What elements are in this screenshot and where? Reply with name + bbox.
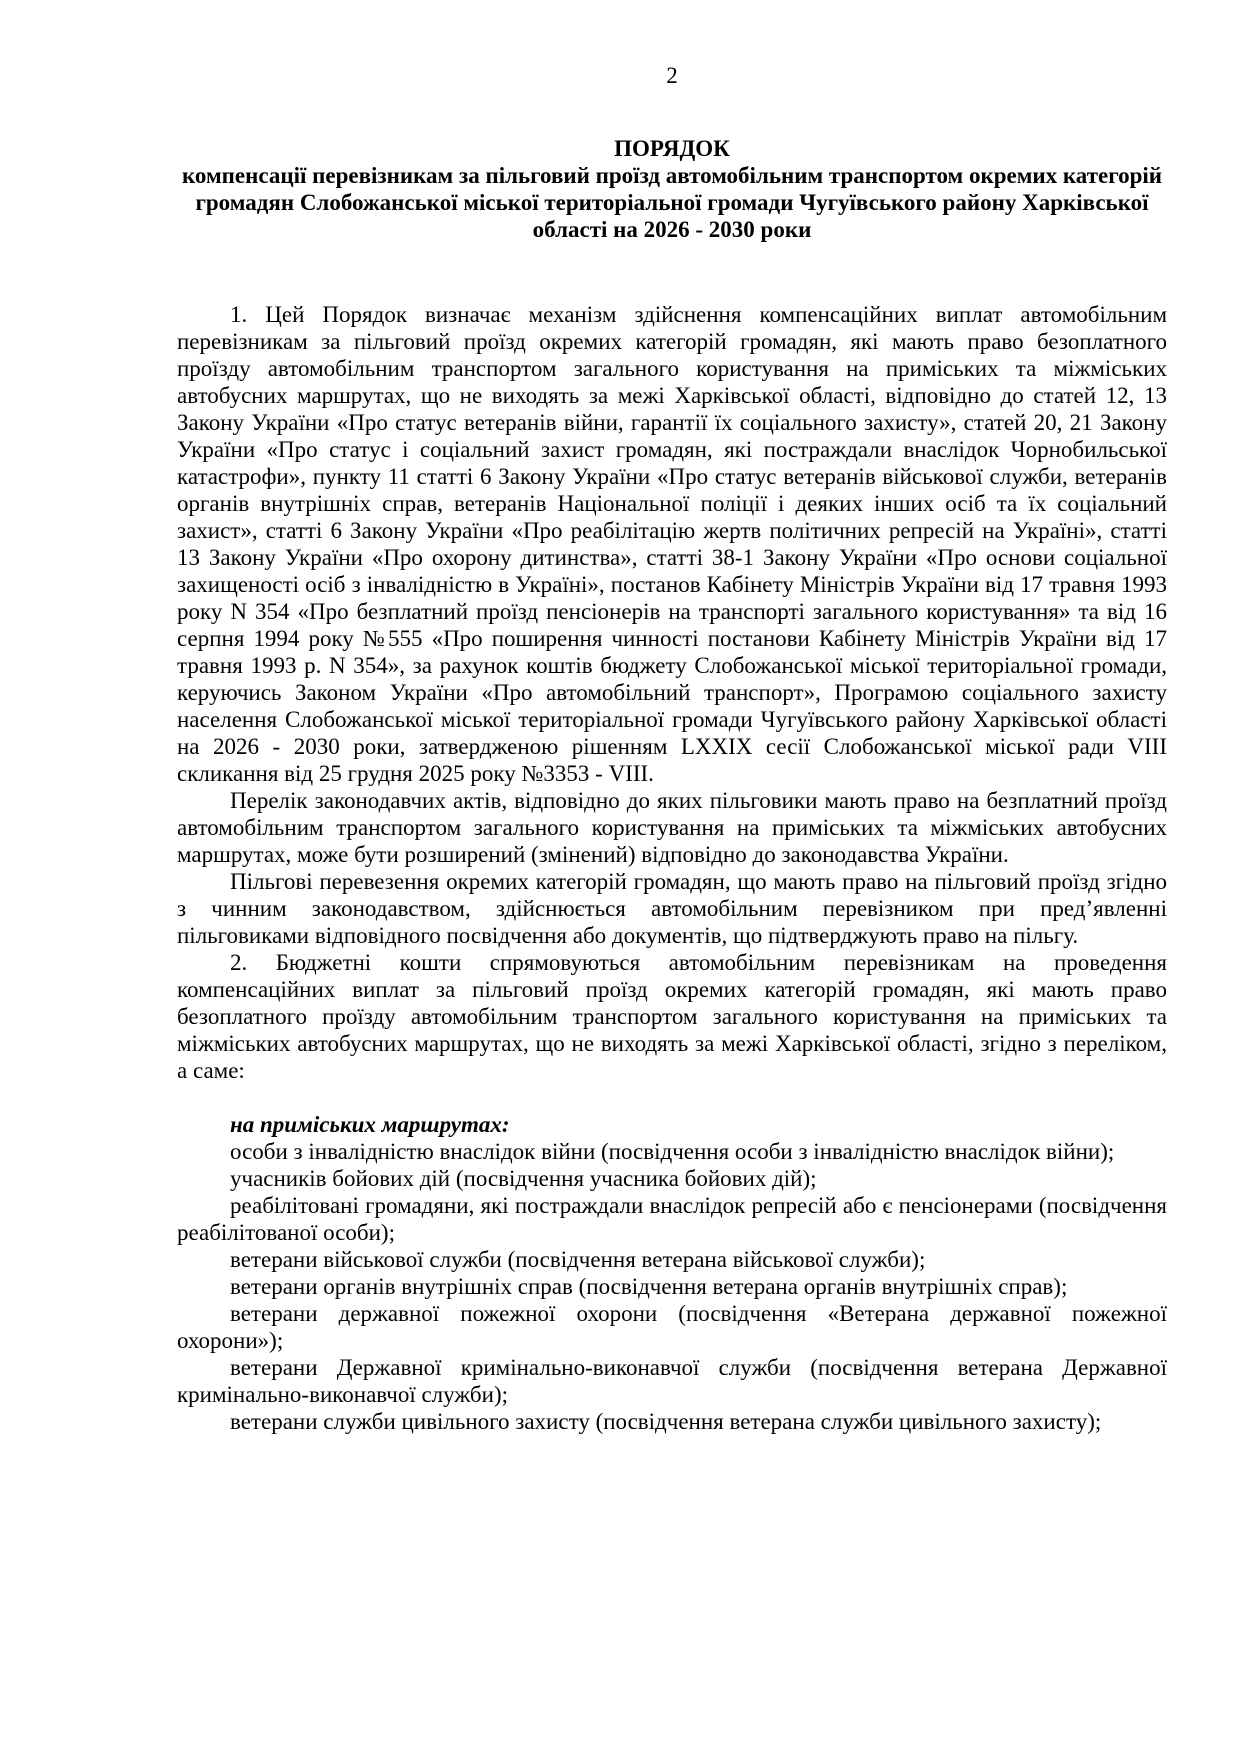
list-item: ветерани служби цивільного захисту (посвідчення ветерана служби цивільного захисту); — [230, 1409, 1102, 1434]
paragraph-4: 2. Бюджетні кошти спрямовуються автомобільним перевізникам на проведення компенсаційних виплат за пільговий проїзд окремих категорій громадян, які мають право безоплатного проїзду автомобільним транспортом загального користування на приміських та міжміських автобусних маршрутах, що не виходять за межі Харківської області, згідно з переліком, а саме: — [177, 950, 1167, 1083]
list-item: учасників бойових дій (посвідчення учасника бойових дій); — [230, 1166, 817, 1191]
paragraph-2: Перелік законодавчих актів, відповідно до яких пільговики мають право на безплатний проїзд автомобільним транспортом загального користування на приміських та міжміських автобусних маршрутах, може бути розширений (змінений) відповідно до законодавства України. — [177, 788, 1167, 867]
page-number: 2 — [666, 63, 678, 88]
document-title: ПОРЯДОК — [614, 136, 730, 161]
list-item: ветерани Державної кримінально-виконавчої служби (посвідчення ветерана Державної кримінально-виконавчої служби); — [177, 1355, 1167, 1407]
document-header — [177, 135, 1167, 243]
list-item: реабілітовані громадяни, які постраждали внаслідок репресій або є пенсіонерами (посвідчення реабілітованої особи); — [177, 1193, 1167, 1245]
paragraph-1: 1. Цей Порядок визначає механізм здійснення компенсаційних виплат автомобільним перевізникам за пільговий проїзд окремих категорій громадян, які мають право безоплатного проїзду автомобільним транспортом загального користування на приміських та міжміських автобусних маршрутах, що не виходять за межі Харківської області, відповідно до статей 12, 13 Закону України «Про статус ветеранів війни, гарантії їх соціального захисту», статей 20, 21 Закону України «Про статус і соціальний захист громадян, які постраждали внаслідок Чорнобильської катастрофи», пункту 11 статті 6 Закону України «Про статус ветеранів військової служби, ветеранів органів внутрішніх справ, ветеранів Національної поліції і деяких інших осіб та їх соціальний захист», статті 6 Закону України «Про реабілітацію жертв політичних репресій на Україні», статті 13 Закону України «Про охорону дитинства», статті 38-1 Закону України «Про основи соціальної захищеності осіб з інвалідністю в Україні», постанов Кабінету Міністрів України від 17 травня 1993 року N 354 «Про безплатний проїзд пенсіонерів на транспорті загального користування» та від 16 серпня 1994 року №555 «Про поширення чинності постанови Кабінету Міністрів України від 17 травня 1993 р. N 354», за рахунок коштів бюджету Слобожанської міської територіальної громади, керуючись Законом України «Про автомобільний транспорт», Програмою соціального захисту населення Слобожанської міської територіальної громади Чугуївського району Харківської області на 2026 - 2030 роки, затвердженою рішенням LXXIX сесії Слобожанської міської ради VIII скликання від 25 грудня 2025 року №3353 - VIII. — [177, 302, 1167, 786]
list-item: ветерани органів внутрішніх справ (посвідчення ветерана органів внутрішніх справ); — [230, 1274, 1068, 1299]
list-section-heading: на приміських маршрутах: — [230, 1112, 510, 1137]
paragraph-3: Пільгові перевезення окремих категорій громадян, що мають право на пільговий проїзд згідно з чинним законодавством, здійснюється автомобільним перевізником при пред’явленні пільговиками відповідного посвідчення або документів, що підтверджують право на пільгу. — [177, 869, 1167, 948]
list-item: ветерани державної пожежної охорони (посвідчення «Ветерана державної пожежної охорони»); — [177, 1301, 1167, 1353]
list-item: ветерани військової служби (посвідчення ветерана військової служби); — [230, 1247, 926, 1272]
list-item: особи з інвалідністю внаслідок війни (посвідчення особи з інвалідністю внаслідок війни); — [230, 1139, 1115, 1164]
document-subtitle: компенсації перевізникам за пільговий проїзд автомобільним транспортом окремих категорій громадян Слобожанської міської територіальної громади Чугуївського району Харківської області на 2026 - 2030 роки — [181, 163, 1163, 242]
